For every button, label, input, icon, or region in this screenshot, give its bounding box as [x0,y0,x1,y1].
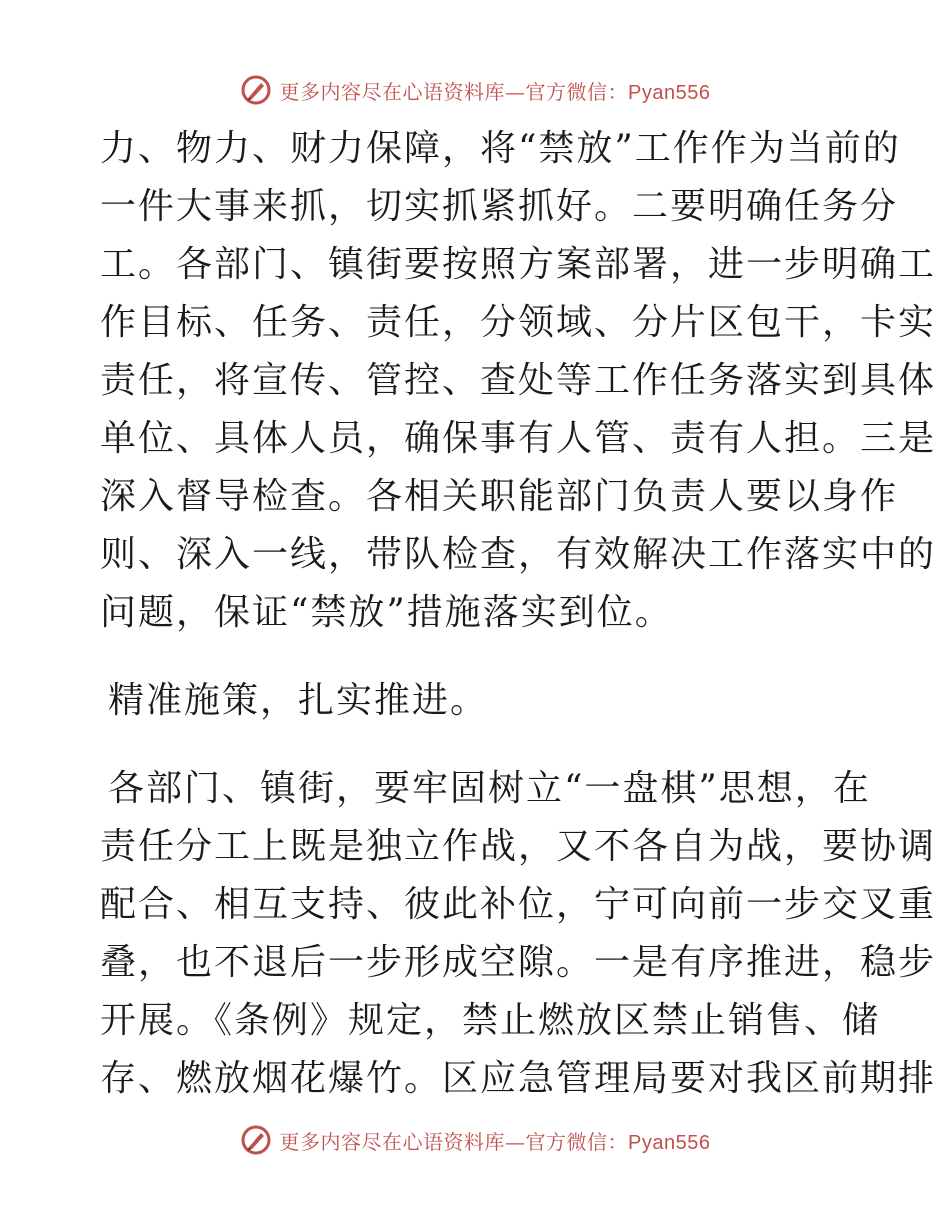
text-line: 各部门、镇街，要牢固树立“一盘棋”思想，在 [108,768,871,809]
header-watermark [0,70,950,110]
pen-logo-icon [240,1124,272,1156]
text-line: 一件大事来抓，切实抓紧抓好。二要明确任务分 [100,186,899,227]
text-line: 问题，保证“禁放”措施落实到位。 [100,592,673,633]
watermark-text [280,1126,711,1155]
text-line: 责任分工上既是独立作战，又不各自为战，要协调 [100,826,937,867]
paragraph-gap [100,642,860,672]
text-line: 责任，将宣传、管控、查处等工作任务落实到具体 [100,360,937,401]
text-line: 开展。《条例》规定，禁止燃放区禁止销售、储 [100,1000,881,1041]
text-line: 配合、相互支持、彼此补位，宁可向前一步交叉重 [100,884,937,925]
watermark-text [280,76,711,105]
watermark-wechat-id: Pyan556 [628,1131,711,1154]
pen-logo-icon [240,74,272,106]
text-line: 叠，也不退后一步形成空隙。一是有序推进，稳步 [100,942,937,983]
text-line: 单位、具体人员，确保事有人管、责有人担。三是 [100,418,937,459]
paragraph-gap [100,730,860,760]
paragraph [100,672,860,730]
watermark-label: 更多内容尽在心语资料库—官方微信： [279,79,629,104]
text-line: 存、燃放烟花爆竹。区应急管理局要对我区前期排 [100,1058,937,1099]
watermark-wechat-id: Pyan556 [628,81,711,104]
paragraph [100,120,937,642]
text-line: 力、物力、财力保障，将“禁放”工作作为当前的 [100,128,901,169]
watermark-label: 更多内容尽在心语资料库—官方微信： [279,1129,629,1154]
text-line: 工。各部门、镇街要按照方案部署，进一步明确工 [100,244,937,285]
document-body [100,120,937,1108]
text-line: 则、深入一线，带队检查，有效解决工作落实中的 [100,534,937,575]
section-heading: 精准施策，扎实推进。 [108,680,489,721]
paragraph [100,760,937,1108]
text-line: 作目标、任务、责任，分领域、分片区包干，卡实 [100,302,937,343]
footer-watermark [0,1120,950,1160]
text-line: 深入督导检查。各相关职能部门负责人要以身作 [100,476,899,517]
